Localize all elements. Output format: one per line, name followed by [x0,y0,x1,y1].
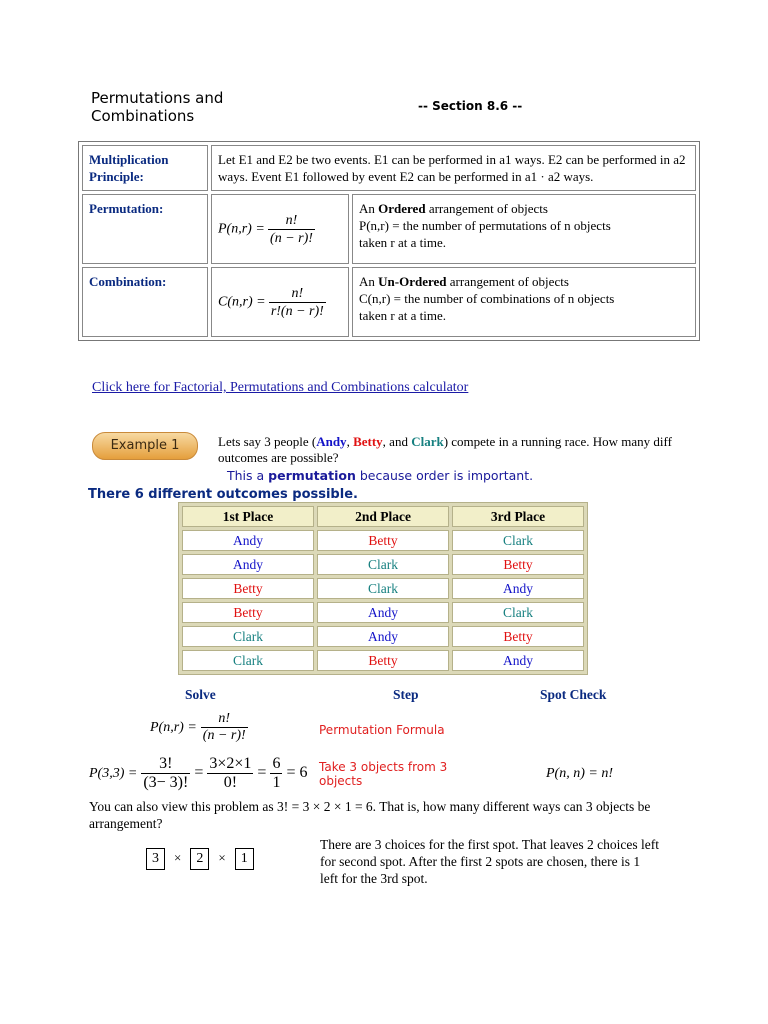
example-line1: Lets say 3 people (Andy, Betty, and Clark) compete in a running race. How many diff [218,434,672,449]
multiplication-label [82,145,208,191]
example-text [218,434,768,466]
solve-header: Solve [185,687,216,702]
multiplication-label-line1: Multiplication [89,152,169,167]
permutation-label: Permutation: [82,194,208,264]
definitions-table [78,141,700,341]
clark-name: Clark [411,434,444,449]
outcome-row [182,554,584,575]
worked-fraction-3: $\frac{6}{1}$ [272,755,281,791]
combination-label: Combination: [82,267,208,337]
outcome-cell: Clark [317,578,449,599]
outcome-cell: Andy [452,650,584,671]
header-3rd-place: 3rd Place [452,506,584,527]
outcome-cell: Betty [452,626,584,647]
andy-name: Andy [316,434,347,449]
worked-fraction-2: $\frac{3\times 2\times 1}{0!}$ [209,755,252,791]
outcome-cell: Betty [317,650,449,671]
example-badge: Example 1 [92,432,198,460]
permutation-row [82,194,696,264]
outcome-cell: Betty [182,602,314,623]
multiplication-row [82,145,696,191]
outcome-cell: Andy [182,554,314,575]
combination-fraction: $\frac{n!}{r!(n - r)!}$ [270,285,324,319]
permutation-formula: P(n,r) = $\frac{n!}{(n - r)!}$ [211,194,349,264]
calculator-link[interactable]: Click here for Factorial, Permutations and Combinations calculator [92,380,469,395]
worked-fraction-1: $\frac{3!}{(3- 3)!}$ [143,755,189,791]
outcomes-header-row [182,506,584,527]
choices-explanation: There are 3 choices for the first spot. That leaves 2 choices left for second spot. After the first 2 spots are chosen, there is 1 left for the 3rd spot. [320,837,659,886]
multiplication-label-line2: Principle: [89,169,144,184]
box-2: 2 [190,848,209,870]
outcome-cell: Betty [452,554,584,575]
times-sign-1: × [174,850,182,865]
step-header: Step [393,687,419,702]
outcome-cell: Clark [182,626,314,647]
permutation-description: An Ordered arrangement of objects P(n,r) = the number of permutations of n objects taken r at a time. [352,194,696,264]
outcome-cell: Clark [452,530,584,551]
times-sign-2: × [218,850,226,865]
spot-check-formula: P(n, n) = n! [546,766,613,781]
combination-row [82,267,696,337]
outcome-row [182,602,584,623]
header-2nd-place: 2nd Place [317,506,449,527]
general-formula: P(n,r) = $\frac{n!}{(n - r)!}$ [150,711,246,743]
outcome-cell: Betty [317,530,449,551]
title-line-1: Permutations and [91,89,224,107]
outcome-row [182,578,584,599]
section-label: -- Section 8.6 -- [418,99,523,113]
page-title [91,89,311,125]
permutation-note: This a permutation because order is important. [227,468,534,483]
outcome-cell: Clark [317,554,449,575]
outcome-cell: Clark [452,602,584,623]
example-line2: outcomes are possible? [218,450,339,465]
permutation-fraction: $\frac{n!}{(n - r)!}$ [270,212,313,246]
general-formula-fraction: $\frac{n!}{(n - r)!}$ [202,711,246,743]
outcome-cell: Andy [182,530,314,551]
outcome-cell: Betty [182,578,314,599]
outcome-cell: Andy [317,626,449,647]
outcomes-table [178,502,588,675]
outcome-cell: Andy [317,602,449,623]
combination-formula: C(n,r) = $\frac{n!}{r!(n - r)!}$ [211,267,349,337]
outcome-row [182,626,584,647]
outcome-cell: Clark [182,650,314,671]
outcome-cell: Andy [452,578,584,599]
combination-description: An Un-Ordered arrangement of objects C(n,r) = the number of combinations of n objects taken r at a time. [352,267,696,337]
outcome-row [182,650,584,671]
box-3: 3 [146,848,165,870]
header-1st-place: 1st Place [182,506,314,527]
step-take-objects: Take 3 objects from 3 objects [319,760,448,788]
outcomes-count: There 6 different outcomes possible. [88,487,358,502]
step-permutation-formula: Permutation Formula [319,723,445,737]
box-1: 1 [235,848,254,870]
factorial-explanation: You can also view this problem as 3! = 3 × 2 × 1 = 6. That is, how many different ways can 3 objects be arrangement? [89,799,651,831]
betty-name: Betty [353,434,383,449]
title-line-2: Combinations [91,107,195,125]
worked-formula: P(3,3) = $\frac{3!}{(3- 3)!}$ = $\frac{3\times 2\times 1}{0!}$ = $\frac{6}{1}$ = 6 [89,755,308,791]
spot-check-header: Spot Check [540,687,607,702]
spot-boxes [146,848,254,870]
multiplication-text: Let E1 and E2 be two events. E1 can be performed in a1 ways. E2 can be performed in a2 ways. Event E1 followed by event E2 can be performed in a1 · a2 ways. [211,145,696,191]
outcome-row [182,530,584,551]
